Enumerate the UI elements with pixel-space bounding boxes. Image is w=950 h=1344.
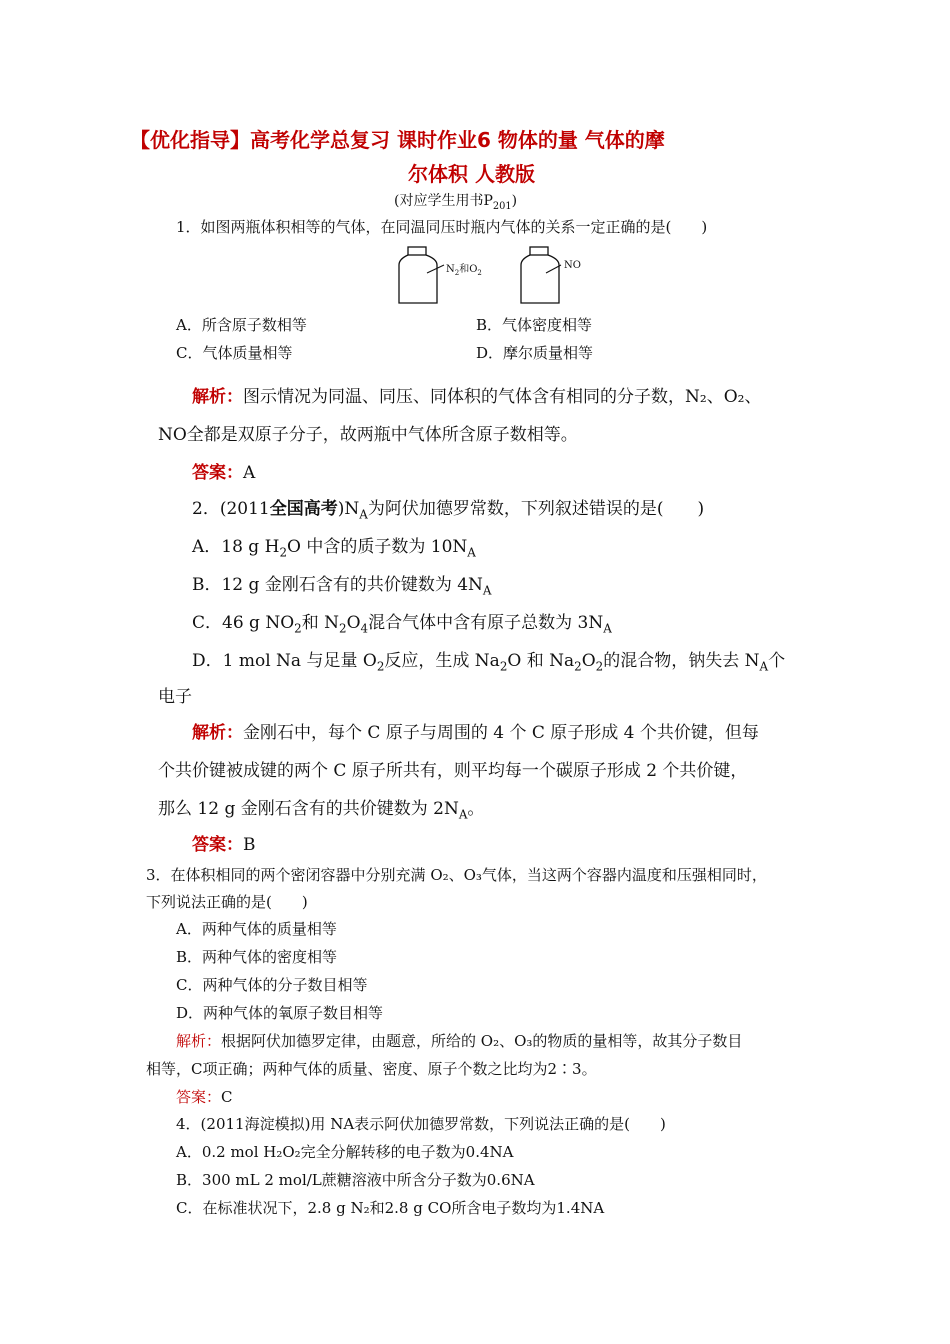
q1-option-b: B．气体密度相等 [476, 316, 593, 334]
q1-option-c: C．气体质量相等 [176, 344, 293, 362]
q1-option-a: A．所含原子数相等 [176, 316, 307, 334]
q3-option-b: B．两种气体的密度相等 [176, 948, 338, 966]
q2-answer: 答案：B [192, 835, 256, 855]
q1-analysis-line1: 解析：图示情况为同温、同压、同体积的气体含有相同的分子数，N₂、O₂、 [192, 387, 762, 407]
q2-option-d-cont: 电子 [158, 687, 192, 707]
q2-option-a: A．18 g $H_2O$ 中含的质子数为 $10N_A$ [192, 537, 476, 560]
q3-analysis-line2: 相等，C项正确；两种气体的质量、密度、原子个数之比均为2∶3。 [146, 1060, 597, 1078]
q1-answer: 答案：A [192, 463, 256, 483]
q3-answer: 答案：C [176, 1088, 233, 1106]
q2-analysis-line1: 解析：金刚石中，每个 C 原子与周围的 4 个 C 原子形成 4 个共价键，但每 [192, 723, 759, 743]
q2-option-b: B．12 g 金刚石含有的共价键数为 $4N_A$ [192, 575, 492, 598]
q3-option-a: A．两种气体的质量相等 [176, 920, 337, 938]
q1-bottles-figure [395, 245, 595, 307]
q2-analysis-line3: 那么 12 g 金刚石含有的共价键数为 $2N_A$。 [158, 799, 485, 822]
bottle-n2-o2-icon [399, 247, 444, 303]
q2-stem: 2．(2011全国高考)$N_A$为阿伏加德罗常数，下列叙述错误的是( ) [192, 499, 705, 522]
bottle2-label: NO [564, 260, 581, 271]
q2-option-d: D．1 mol Na 与足量 $O_2$反应，生成 $Na_2O$ 和 $Na_2O_2$的混合物，钠失去 $N_A$个 [192, 651, 786, 674]
q3-option-d: D．两种气体的氧原子数目相等 [176, 1004, 384, 1022]
q3-stem-line1: 3．在体积相同的两个密闭容器中分别充满 O₂、O₃气体，当这两个容器内温度和压强相同时， [146, 866, 767, 884]
q3-analysis-line1: 解析：根据阿伏加德罗定律，由题意，所给的 O₂、O₃的物质的量相等，故其分子数目 [176, 1032, 743, 1050]
bottle1-label: $N_2$和$O_2$ [446, 264, 482, 277]
q3-option-c: C．两种气体的分子数目相等 [176, 976, 368, 994]
q3-stem-line2: 下列说法正确的是( ) [146, 893, 308, 911]
q1-analysis-line2: NO全都是双原子分子，故两瓶中气体所含原子数相等。 [158, 425, 578, 445]
q1-option-d: D．摩尔质量相等 [476, 344, 594, 362]
page-title-line2: 尔体积 人教版 [408, 162, 535, 186]
bottle-no-icon [521, 247, 561, 303]
q2-option-c: C．46 g $NO_2$和 $N_2O_4$混合气体中含有原子总数为 $3N_A$ [192, 613, 612, 636]
q1-stem: 1．如图两瓶体积相等的气体，在同温同压时瓶内气体的关系一定正确的是( ) [176, 218, 708, 236]
q4-stem: 4．(2011海淀模拟)用 NA表示阿伏加德罗常数，下列说法正确的是( ) [176, 1115, 666, 1133]
q2-analysis-line2: 个共价键被成键的两个 C 原子所共有，则平均每一个碳原子形成 2 个共价键， [158, 761, 748, 781]
q4-option-c: C．在标准状况下，2.8 g N₂和2.8 g CO所含电子数均为1.4NA [176, 1199, 605, 1217]
page-title-line1: 【优化指导】高考化学总复习 课时作业6 物体的量 气体的摩 [130, 128, 665, 152]
q4-option-b: B．300 mL 2 mol/L蔗糖溶液中所含分子数为0.6NA [176, 1171, 535, 1189]
page-reference: (对应学生用书$P_{201}$) [394, 193, 518, 212]
q4-option-a: A．0.2 mol H₂O₂完全分解转移的电子数为0.4NA [176, 1143, 514, 1161]
